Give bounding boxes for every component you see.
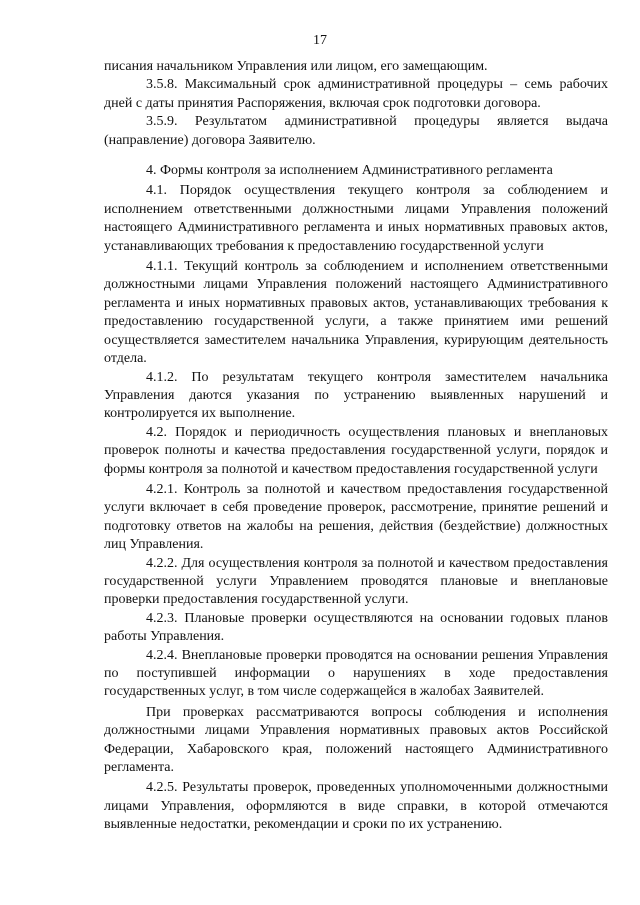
paragraph-3-5-7-continuation: писания начальником Управления или лицом, его замещающим. — [104, 59, 488, 74]
paragraph-4-1-2: 4.1.2. По результатам текущего контроля заместителем начальника Управления даются указания по устранению выявленных нарушений и контролируется их выполнение. — [104, 369, 608, 422]
paragraph-4-1: 4.1. Порядок осуществления текущего контроля за соблюдением и исполнением ответственными должностными лицами Управления положений настоящего Административного регламента и иных нормативных правовых актов, устанавливающих требования к предоставлению государственной услуги — [104, 183, 608, 254]
section-heading-4: 4. Формы контроля за исполнением Административного регламента — [146, 163, 553, 179]
paragraph-4-2-1: 4.2.1. Контроль за полнотой и качеством предоставления государственной услуги включает в себя проведение проверок, рассмотрение, принятие решений и подготовку ответов на жалобы на решения, действия (бездействие) должностных лиц Управления. — [104, 481, 608, 553]
paragraph-3-5-8: 3.5.8. Максимальный срок административной процедуры – семь рабочих дней с даты принятия Распоряжения, включая срок подготовки договора. — [104, 77, 608, 111]
document-body — [104, 58, 608, 835]
paragraph-3-5-9: 3.5.9. Результатом административной процедуры является выдача (направление) договора Заявителю. — [104, 114, 608, 148]
paragraph-4-2-2: 4.2.2. Для осуществления контроля за полнотой и качеством предоставления государственной услуги Управлением проводятся плановые и внеплановые проверки предоставления государственной услуги. — [104, 555, 608, 608]
paragraph-4-2-5: 4.2.5. Результаты проверок, проведенных уполномоченными должностными лицами Управления, оформляются в виде справки, в которой отмечаются выявленные недостатки, рекомендации и сроки по их устранению. — [104, 780, 608, 833]
paragraph-4-2: 4.2. Порядок и периодичность осуществления плановых и внеплановых проверок полноты и качества предоставления государственной услуги, порядок и формы контроля за полнотой и качеством предоставления государственной услуги — [104, 424, 608, 477]
paragraph-4-2-3: 4.2.3. Плановые проверки осуществляются на основании годовых планов работы Управления. — [104, 610, 608, 645]
paragraph-4-2-4: 4.2.4. Внеплановые проверки проводятся на основании решения Управления по поступившей информации о нарушениях в ходе предоставления государственных услуг, в том числе содержащейся в жалобах Заявителей. — [104, 647, 608, 700]
paragraph-inspection-questions: При проверках рассматриваются вопросы соблюдения и исполнения должностными лицами Управления нормативных правовых актов Российской Федерации, Хабаровского края, положений настоящего Административного регламента. — [104, 704, 608, 776]
paragraph-4-1-1: 4.1.1. Текущий контроль за соблюдением и исполнением ответственными должностными лицами Управления положений настоящего Административного регламента и иных нормативных правовых актов, устанавливающих требования к предоставлению государственной услуги, а также принятием ими решений осуществляется заместителем начальника Управления, курирующим деятельность отдела. — [104, 259, 608, 367]
page-number: 17 — [313, 33, 327, 48]
